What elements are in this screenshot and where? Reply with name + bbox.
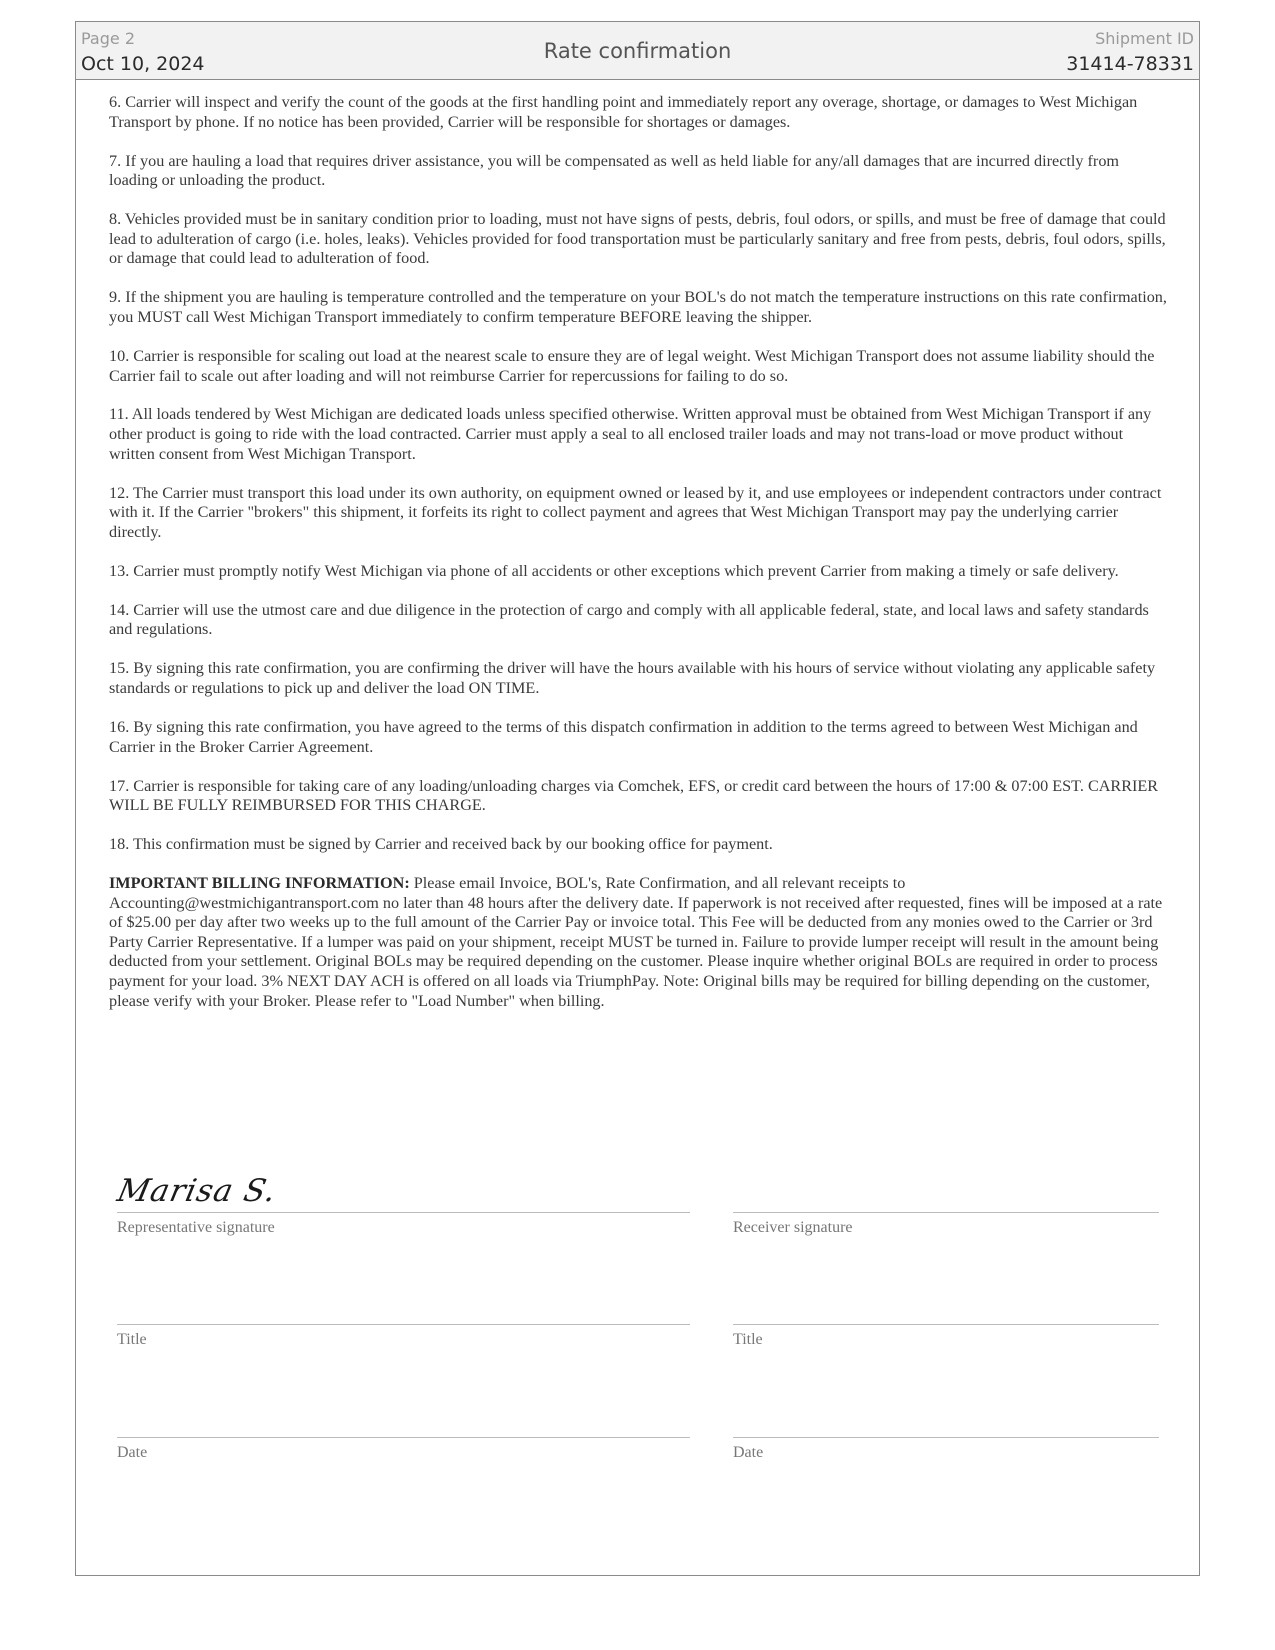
term-10: 10. Carrier is responsible for scaling out load at the nearest scale to ensure they are of legal weight. West Michigan Transport does not assume liability should the Carrier fail to scale out after loading and will not reimburse Carrier for repercussions for failing to do so.	[109, 346, 1155, 385]
document-page	[75, 21, 1200, 1576]
right-date-line[interactable]	[733, 1437, 1159, 1438]
representative-signature-label: Representative signature	[117, 1219, 275, 1236]
billing-text: Please email Invoice, BOL's, Rate Confirmation, and all relevant receipts to Accounting@westmichigantransport.com no later than 48 hours after the delivery date. If paperwork is not received after requested, fines will be imposed at a rate of $25.00 per day after two weeks up to the full amount of the Carrier Pay or invoice total. This Fee will be deducted from any monies owed to the Carrier or 3rd Party Carrier Representative. If a lumper was paid on your shipment, receipt MUST be turned in. Failure to provide lumper receipt will result in the amount being deducted from your settlement. Original BOLs may be required depending on the customer. Please inquire whether original BOLs are required in order to process payment for your load. 3% NEXT DAY ACH is offered on all loads via TriumphPay. Note: Original bills may be required for billing depending on the customer, please verify with your Broker. Please refer to "Load Number" when billing.	[109, 874, 1163, 1010]
representative-signature-image: Marisa S.	[114, 1173, 281, 1209]
receiver-signature-line[interactable]	[733, 1212, 1159, 1213]
document-date: Oct 10, 2024	[81, 53, 205, 75]
left-date-label: Date	[117, 1444, 148, 1461]
right-title-line[interactable]	[733, 1324, 1159, 1325]
receiver-signature-label: Receiver signature	[733, 1219, 853, 1236]
representative-signature-line[interactable]	[117, 1212, 690, 1213]
term-13: 13. Carrier must promptly notify West Michigan via phone of all accidents or other exceptions which prevent Carrier from making a timely or safe delivery.	[109, 561, 1119, 580]
term-18: 18. This confirmation must be signed by Carrier and received back by our booking office for payment.	[109, 835, 773, 854]
page-number: Page 2	[81, 29, 135, 48]
left-date-line[interactable]	[117, 1437, 690, 1438]
term-11: 11. All loads tendered by West Michigan are dedicated loads unless specified otherwise. Written approval must be obtained from West Michigan Transport if any other product is going to ride with the load contracted. Carrier must apply a seal to all enclosed trailer loads and may not trans-load or move product without written consent from West Michigan Transport.	[109, 405, 1152, 463]
right-title-label: Title	[733, 1331, 763, 1348]
terms-section	[109, 93, 1169, 1031]
right-date-label: Date	[733, 1444, 764, 1461]
term-6: 6. Carrier will inspect and verify the count of the goods at the first handling point and immediately report any overage, shortage, or damages to West Michigan Transport by phone. If no notice has been provided, Carrier will be responsible for shortages or damages.	[109, 93, 1138, 131]
left-title-label: Title	[117, 1331, 147, 1348]
term-12: 12. The Carrier must transport this load under its own authority, on equipment owned or leased by it, and use employees or independent contractors under contract with it. If the Carrier "brokers" this shipment, it forfeits its right to collect payment and agrees that West Michigan Transport may pay the underlying carrier directly.	[109, 483, 1162, 541]
document-title: Rate confirmation	[543, 39, 732, 63]
term-8: 8. Vehicles provided must be in sanitary condition prior to loading, must not have signs of pests, debris, foul odors, or spills, and must be free of damage that could lead to adulteration of cargo (i.e. holes, leaks). Vehicles provided for food transportation must be particularly sanitary and free from pests, debris, foul odors, spills, or damage that could lead to adulteration of food.	[109, 210, 1166, 268]
term-14: 14. Carrier will use the utmost care and due diligence in the protection of cargo and comply with all applicable federal, state, and local laws and safety standards and regulations.	[109, 600, 1149, 639]
shipment-id: 31414-78331	[1066, 53, 1194, 75]
term-7: 7. If you are hauling a load that requires driver assistance, you will be compensated as well as held liable for any/all damages that are incurred directly from loading or unloading the product.	[109, 151, 1120, 190]
billing-info	[109, 874, 1169, 1011]
billing-heading: IMPORTANT BILLING INFORMATION:	[109, 874, 410, 893]
term-17: 17. Carrier is responsible for taking care of any loading/unloading charges via Comchek, EFS, or credit card between the hours of 17:00 & 07:00 EST. CARRIER WILL BE FULLY REIMBURSED FOR THIS CHARGE.	[109, 776, 1159, 815]
term-9: 9. If the shipment you are hauling is temperature controlled and the temperature on your BOL's do not match the temperature instructions on this rate confirmation, you MUST call West Michigan Transport immediately to confirm temperature BEFORE leaving the shipper.	[109, 288, 1167, 326]
term-15: 15. By signing this rate confirmation, you are confirming the driver will have the hours available with his hours of service without violating any applicable safety standards or regulations to pick up and deliver the load ON TIME.	[109, 659, 1156, 697]
page-header	[76, 22, 1199, 80]
term-16: 16. By signing this rate confirmation, you have agreed to the terms of this dispatch confirmation in addition to the terms agreed to between West Michigan and Carrier in the Broker Carrier Agreement.	[109, 717, 1138, 756]
left-title-line[interactable]	[117, 1324, 690, 1325]
shipment-id-label: Shipment ID	[1095, 29, 1194, 48]
